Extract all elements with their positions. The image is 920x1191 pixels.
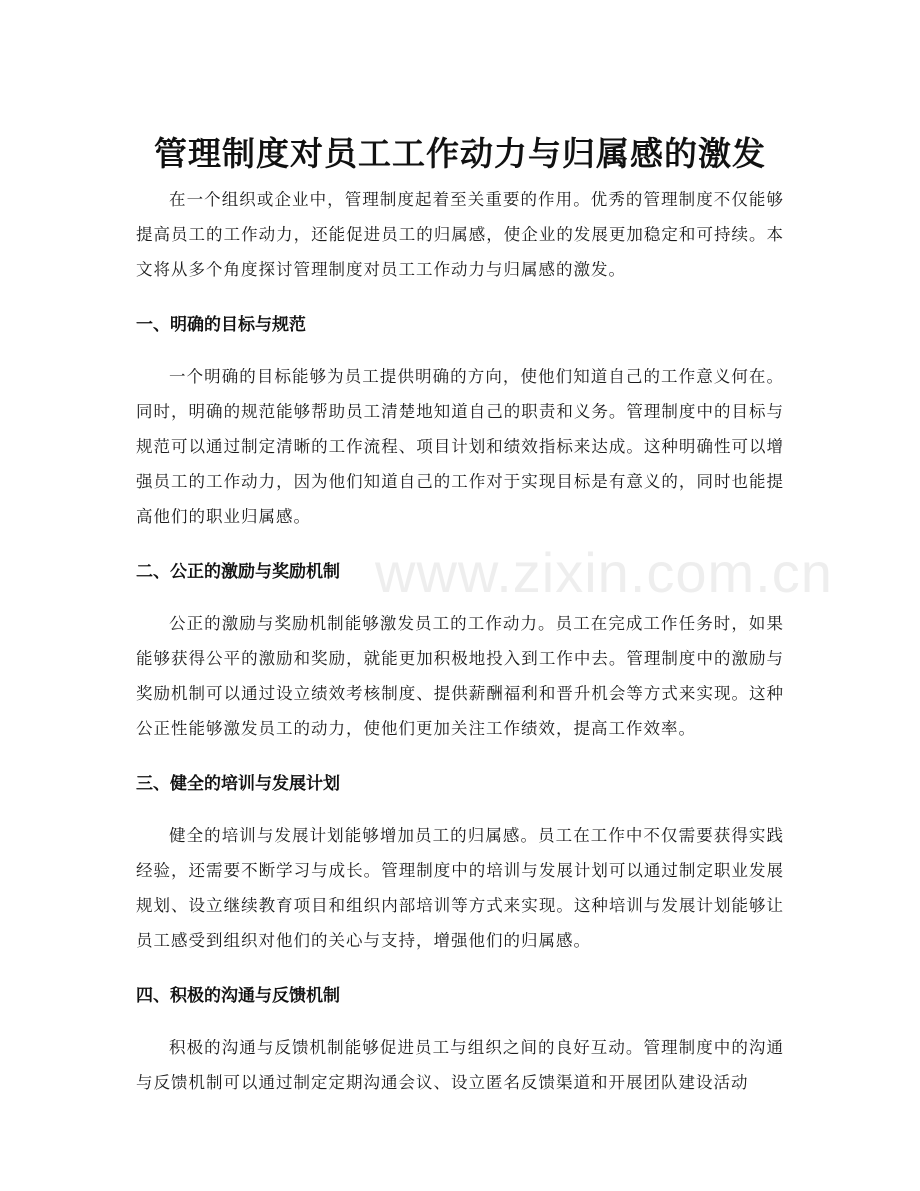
section-heading: 一、明确的目标与规范	[136, 315, 306, 335]
section-3	[136, 770, 784, 958]
document-title: 管理制度对员工工作动力与归属感的激发	[154, 134, 766, 174]
section-paragraph: 积极的沟通与反馈机制能够促进员工与组织之间的良好互动。管理制度中的沟通与反馈机制可以通过制定定期沟通会议、设立匿名反馈渠道和开展团队建设活动	[136, 1038, 784, 1092]
section-paragraph: 公正的激励与奖励机制能够激发员工的工作动力。员工在完成工作任务时，如果能够获得公平的激励和奖励，就能更加积极地投入到工作中去。管理制度中的激励与奖励机制可以通过设立绩效考核制度、提供薪酬福利和晋升机会等方式来实现。这种公正性能够激发员工的动力，使他们更加关注工作绩效，提高工作效率。	[136, 614, 784, 738]
section-1	[136, 311, 784, 534]
section-paragraph: 健全的培训与发展计划能够增加员工的归属感。员工在工作中不仅需要获得实践经验，还需要不断学习与成长。管理制度中的培训与发展计划可以通过制定职业发展规划、设立继续教育项目和组织内部培训等方式来实现。这种培训与发展计划能够让员工感受到组织对他们的关心与支持，增强他们的归属感。	[136, 826, 784, 950]
section-4	[136, 982, 784, 1100]
section-heading: 三、健全的培训与发展计划	[136, 774, 340, 794]
section-heading: 四、积极的沟通与反馈机制	[136, 986, 340, 1006]
intro-paragraph: 在一个组织或企业中，管理制度起着至关重要的作用。优秀的管理制度不仅能够提高员工的工作动力，还能促进员工的归属感，使企业的发展更加稳定和可持续。本文将从多个角度探讨管理制度对员工工作动力与归属感的激发。	[136, 190, 784, 279]
document-body	[136, 182, 784, 1100]
section-2	[136, 558, 784, 746]
watermark: www.zixin.com.cn	[375, 541, 833, 604]
section-paragraph: 一个明确的目标能够为员工提供明确的方向，使他们知道自己的工作意义何在。同时，明确的规范能够帮助员工清楚地知道自己的职责和义务。管理制度中的目标与规范可以通过制定清晰的工作流程、项目计划和绩效指标来达成。这种明确性可以增强员工的工作动力，因为他们知道自己的工作对于实现目标是有意义的，同时也能提高他们的职业归属感。	[136, 367, 784, 526]
section-heading: 二、公正的激励与奖励机制	[136, 562, 340, 582]
